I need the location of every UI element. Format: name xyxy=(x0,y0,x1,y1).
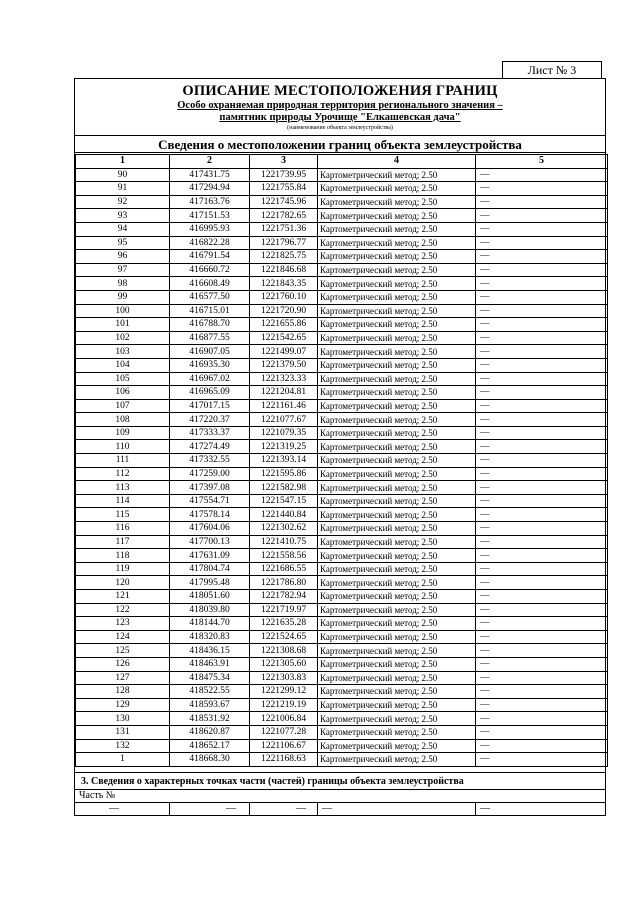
description-cell: — xyxy=(476,671,608,685)
point-number-cell: 96 xyxy=(76,250,170,264)
method-cell: Картометрический метод; 2.50 xyxy=(318,698,476,712)
method-cell: Картометрический метод; 2.50 xyxy=(318,644,476,658)
column-header: 3 xyxy=(250,155,318,169)
point-number-cell: 123 xyxy=(76,617,170,631)
table-row xyxy=(76,250,608,264)
method-cell: Картометрический метод; 2.50 xyxy=(318,671,476,685)
empty-cell: — xyxy=(109,803,119,814)
point-number-cell: 117 xyxy=(76,535,170,549)
point-number-cell: 131 xyxy=(76,725,170,739)
x-coordinate-cell: 417631.09 xyxy=(170,549,250,563)
description-cell: — xyxy=(476,603,608,617)
table-row xyxy=(76,331,608,345)
table-row xyxy=(76,290,608,304)
method-cell: Картометрический метод; 2.50 xyxy=(318,331,476,345)
point-number-cell: 94 xyxy=(76,222,170,236)
method-cell: Картометрический метод; 2.50 xyxy=(318,753,476,767)
y-coordinate-cell: 1221077.67 xyxy=(250,413,318,427)
description-cell: — xyxy=(476,277,608,291)
x-coordinate-cell: 417294.94 xyxy=(170,182,250,196)
method-cell: Картометрический метод; 2.50 xyxy=(318,630,476,644)
point-number-cell: 110 xyxy=(76,440,170,454)
method-cell: Картометрический метод; 2.50 xyxy=(318,250,476,264)
y-coordinate-cell: 1221760.10 xyxy=(250,290,318,304)
y-coordinate-cell: 1221410.75 xyxy=(250,535,318,549)
x-coordinate-cell: 417220.37 xyxy=(170,413,250,427)
y-coordinate-cell: 1221077.28 xyxy=(250,725,318,739)
x-coordinate-cell: 418652.17 xyxy=(170,739,250,753)
y-coordinate-cell: 1221719.97 xyxy=(250,603,318,617)
table-row xyxy=(76,590,608,604)
y-coordinate-cell: 1221006.84 xyxy=(250,712,318,726)
y-coordinate-cell: 1221755.84 xyxy=(250,182,318,196)
description-cell: — xyxy=(476,236,608,250)
method-cell: Картометрический метод; 2.50 xyxy=(318,725,476,739)
y-coordinate-cell: 1221843.35 xyxy=(250,277,318,291)
empty-cell: — xyxy=(317,803,475,815)
x-coordinate-cell: 418320.83 xyxy=(170,630,250,644)
point-number-cell: 114 xyxy=(76,494,170,508)
point-number-cell: 115 xyxy=(76,508,170,522)
x-coordinate-cell: 418668.30 xyxy=(170,753,250,767)
empty-cell: — xyxy=(475,803,607,815)
description-cell: — xyxy=(476,494,608,508)
y-coordinate-cell: 1221524.65 xyxy=(250,630,318,644)
point-number-cell: 91 xyxy=(76,182,170,196)
y-coordinate-cell: 1221846.68 xyxy=(250,263,318,277)
x-coordinate-cell: 416791.54 xyxy=(170,250,250,264)
table-row xyxy=(76,277,608,291)
object-subtitle-line1: Особо охраняемая природная территория регионального значения – xyxy=(177,100,503,111)
method-cell: Картометрический метод; 2.50 xyxy=(318,454,476,468)
document-title: ОПИСАНИЕ МЕСТОПОЛОЖЕНИЯ ГРАНИЦ xyxy=(182,83,498,99)
x-coordinate-cell: 416967.02 xyxy=(170,372,250,386)
table-row xyxy=(76,318,608,332)
column-header: 5 xyxy=(476,155,608,169)
x-coordinate-cell: 418039.80 xyxy=(170,603,250,617)
point-number-cell: 90 xyxy=(76,168,170,182)
document-frame xyxy=(74,78,606,816)
table-row xyxy=(76,657,608,671)
y-coordinate-cell: 1221796.77 xyxy=(250,236,318,250)
point-number-cell: 132 xyxy=(76,739,170,753)
description-cell: — xyxy=(476,195,608,209)
description-cell: — xyxy=(476,549,608,563)
x-coordinate-cell: 417397.08 xyxy=(170,481,250,495)
x-coordinate-cell: 417333.37 xyxy=(170,426,250,440)
table-row xyxy=(76,209,608,223)
method-cell: Картометрический метод; 2.50 xyxy=(318,712,476,726)
description-cell: — xyxy=(476,182,608,196)
point-number-cell: 92 xyxy=(76,195,170,209)
table-row xyxy=(76,236,608,250)
table-row xyxy=(76,358,608,372)
method-cell: Картометрический метод; 2.50 xyxy=(318,182,476,196)
object-caption: (наименование объекта землеустройства) xyxy=(287,125,393,131)
point-number-cell: 118 xyxy=(76,549,170,563)
y-coordinate-cell: 1221751.36 xyxy=(250,222,318,236)
x-coordinate-cell: 417578.14 xyxy=(170,508,250,522)
point-number-cell: 127 xyxy=(76,671,170,685)
description-cell: — xyxy=(476,698,608,712)
x-coordinate-cell: 417274.49 xyxy=(170,440,250,454)
y-coordinate-cell: 1221782.65 xyxy=(250,209,318,223)
y-coordinate-cell: 1221319.25 xyxy=(250,440,318,454)
description-cell: — xyxy=(476,657,608,671)
table-row xyxy=(76,454,608,468)
y-coordinate-cell: 1221161.46 xyxy=(250,399,318,413)
x-coordinate-cell: 418475.34 xyxy=(170,671,250,685)
x-coordinate-cell: 418531.92 xyxy=(170,712,250,726)
method-cell: Картометрический метод; 2.50 xyxy=(318,345,476,359)
y-coordinate-cell: 1221168.63 xyxy=(250,753,318,767)
part-empty-row xyxy=(75,803,605,815)
point-number-cell: 125 xyxy=(76,644,170,658)
y-coordinate-cell: 1221305.60 xyxy=(250,657,318,671)
point-number-cell: 113 xyxy=(76,481,170,495)
x-coordinate-cell: 418436.15 xyxy=(170,644,250,658)
x-coordinate-cell: 418144.70 xyxy=(170,617,250,631)
point-number-cell: 106 xyxy=(76,386,170,400)
description-cell: — xyxy=(476,426,608,440)
method-cell: Картометрический метод; 2.50 xyxy=(318,318,476,332)
table-row xyxy=(76,535,608,549)
method-cell: Картометрический метод; 2.50 xyxy=(318,168,476,182)
method-cell: Картометрический метод; 2.50 xyxy=(318,617,476,631)
description-cell: — xyxy=(476,739,608,753)
point-number-cell: 111 xyxy=(76,454,170,468)
object-subtitle-line2: памятник природы Урочище "Елкашевская дача" xyxy=(219,112,461,123)
y-coordinate-cell: 1221323.33 xyxy=(250,372,318,386)
description-cell: — xyxy=(476,413,608,427)
x-coordinate-cell: 416715.01 xyxy=(170,304,250,318)
y-coordinate-cell: 1221106.67 xyxy=(250,739,318,753)
table-row xyxy=(76,263,608,277)
point-number-cell: 104 xyxy=(76,358,170,372)
y-coordinate-cell: 1221302.62 xyxy=(250,522,318,536)
x-coordinate-cell: 416608.49 xyxy=(170,277,250,291)
point-number-cell: 128 xyxy=(76,685,170,699)
y-coordinate-cell: 1221686.55 xyxy=(250,562,318,576)
title-block xyxy=(75,79,605,135)
x-coordinate-cell: 416965.09 xyxy=(170,386,250,400)
method-cell: Картометрический метод; 2.50 xyxy=(318,590,476,604)
method-cell: Картометрический метод; 2.50 xyxy=(318,508,476,522)
method-cell: Картометрический метод; 2.50 xyxy=(318,562,476,576)
y-coordinate-cell: 1221440.84 xyxy=(250,508,318,522)
method-cell: Картометрический метод; 2.50 xyxy=(318,304,476,318)
method-cell: Картометрический метод; 2.50 xyxy=(318,236,476,250)
x-coordinate-cell: 417995.48 xyxy=(170,576,250,590)
y-coordinate-cell: 1221079.35 xyxy=(250,426,318,440)
method-cell: Картометрический метод; 2.50 xyxy=(318,386,476,400)
table-row xyxy=(76,549,608,563)
description-cell: — xyxy=(476,481,608,495)
method-cell: Картометрический метод; 2.50 xyxy=(318,209,476,223)
point-number-cell: 130 xyxy=(76,712,170,726)
points-table xyxy=(75,154,608,767)
method-cell: Картометрический метод; 2.50 xyxy=(318,277,476,291)
point-number-cell: 97 xyxy=(76,263,170,277)
description-cell: — xyxy=(476,467,608,481)
x-coordinate-cell: 416877.55 xyxy=(170,331,250,345)
method-cell: Картометрический метод; 2.50 xyxy=(318,685,476,699)
method-cell: Картометрический метод; 2.50 xyxy=(318,603,476,617)
table-row xyxy=(76,345,608,359)
description-cell: — xyxy=(476,263,608,277)
table-row xyxy=(76,698,608,712)
column-header: 1 xyxy=(76,155,170,169)
y-coordinate-cell: 1221720.90 xyxy=(250,304,318,318)
y-coordinate-cell: 1221308.68 xyxy=(250,644,318,658)
table-row xyxy=(76,481,608,495)
point-number-cell: 109 xyxy=(76,426,170,440)
description-cell: — xyxy=(476,331,608,345)
method-cell: Картометрический метод; 2.50 xyxy=(318,372,476,386)
x-coordinate-cell: 416577.50 xyxy=(170,290,250,304)
description-cell: — xyxy=(476,535,608,549)
x-coordinate-cell: 416995.93 xyxy=(170,222,250,236)
method-cell: Картометрический метод; 2.50 xyxy=(318,481,476,495)
table-row xyxy=(76,508,608,522)
method-cell: Картометрический метод; 2.50 xyxy=(318,195,476,209)
table-row xyxy=(76,617,608,631)
x-coordinate-cell: 416822.28 xyxy=(170,236,250,250)
y-coordinate-cell: 1221745.96 xyxy=(250,195,318,209)
method-cell: Картометрический метод; 2.50 xyxy=(318,549,476,563)
table-row xyxy=(76,671,608,685)
point-number-cell: 129 xyxy=(76,698,170,712)
y-coordinate-cell: 1221299.12 xyxy=(250,685,318,699)
table-row xyxy=(76,372,608,386)
point-number-cell: 120 xyxy=(76,576,170,590)
column-header: 4 xyxy=(318,155,476,169)
method-cell: Картометрический метод; 2.50 xyxy=(318,263,476,277)
table-row xyxy=(76,440,608,454)
table-header-row xyxy=(76,155,608,169)
section1-title: Сведения о местоположении границ объекта землеустройства xyxy=(75,135,605,153)
y-coordinate-cell: 1221635.28 xyxy=(250,617,318,631)
method-cell: Картометрический метод; 2.50 xyxy=(318,739,476,753)
y-coordinate-cell: 1221786.80 xyxy=(250,576,318,590)
x-coordinate-cell: 417604.06 xyxy=(170,522,250,536)
table-row xyxy=(76,413,608,427)
point-number-cell: 98 xyxy=(76,277,170,291)
point-number-cell: 107 xyxy=(76,399,170,413)
description-cell: — xyxy=(476,168,608,182)
table-row xyxy=(76,222,608,236)
method-cell: Картометрический метод; 2.50 xyxy=(318,413,476,427)
point-number-cell: 99 xyxy=(76,290,170,304)
y-coordinate-cell: 1221542.65 xyxy=(250,331,318,345)
description-cell: — xyxy=(476,753,608,767)
method-cell: Картометрический метод; 2.50 xyxy=(318,440,476,454)
part-number-row: Часть № xyxy=(75,790,605,803)
table-row xyxy=(76,168,608,182)
table-row xyxy=(76,739,608,753)
table-row xyxy=(76,630,608,644)
x-coordinate-cell: 416788.70 xyxy=(170,318,250,332)
description-cell: — xyxy=(476,685,608,699)
method-cell: Картометрический метод; 2.50 xyxy=(318,290,476,304)
x-coordinate-cell: 417163.76 xyxy=(170,195,250,209)
x-coordinate-cell: 417151.53 xyxy=(170,209,250,223)
y-coordinate-cell: 1221739.95 xyxy=(250,168,318,182)
description-cell: — xyxy=(476,576,608,590)
empty-cell: — xyxy=(169,803,249,815)
description-cell: — xyxy=(476,304,608,318)
table-row xyxy=(76,467,608,481)
y-coordinate-cell: 1221499.07 xyxy=(250,345,318,359)
table-row xyxy=(76,753,608,767)
table-row xyxy=(76,426,608,440)
point-number-cell: 116 xyxy=(76,522,170,536)
point-number-cell: 112 xyxy=(76,467,170,481)
table-row xyxy=(76,522,608,536)
description-cell: — xyxy=(476,222,608,236)
point-number-cell: 121 xyxy=(76,590,170,604)
y-coordinate-cell: 1221595.86 xyxy=(250,467,318,481)
table-row xyxy=(76,712,608,726)
point-number-cell: 126 xyxy=(76,657,170,671)
x-coordinate-cell: 418593.67 xyxy=(170,698,250,712)
point-number-cell: 101 xyxy=(76,318,170,332)
description-cell: — xyxy=(476,644,608,658)
method-cell: Картометрический метод; 2.50 xyxy=(318,535,476,549)
x-coordinate-cell: 416907.05 xyxy=(170,345,250,359)
table-row xyxy=(76,576,608,590)
point-number-cell: 1 xyxy=(76,753,170,767)
empty-cell: — xyxy=(249,803,317,815)
table-row xyxy=(76,304,608,318)
y-coordinate-cell: 1221782.94 xyxy=(250,590,318,604)
column-header: 2 xyxy=(170,155,250,169)
description-cell: — xyxy=(476,630,608,644)
description-cell: — xyxy=(476,372,608,386)
point-number-cell: 103 xyxy=(76,345,170,359)
description-cell: — xyxy=(476,590,608,604)
sheet-number: Лист № 3 xyxy=(502,61,602,79)
x-coordinate-cell: 417804.74 xyxy=(170,562,250,576)
table-row xyxy=(76,386,608,400)
method-cell: Картометрический метод; 2.50 xyxy=(318,426,476,440)
method-cell: Картометрический метод; 2.50 xyxy=(318,399,476,413)
table-row xyxy=(76,494,608,508)
points-table-body xyxy=(76,168,608,766)
x-coordinate-cell: 416935.30 xyxy=(170,358,250,372)
table-row xyxy=(76,399,608,413)
x-coordinate-cell: 417554.71 xyxy=(170,494,250,508)
y-coordinate-cell: 1221379.50 xyxy=(250,358,318,372)
point-number-cell: 95 xyxy=(76,236,170,250)
x-coordinate-cell: 417017.15 xyxy=(170,399,250,413)
table-row xyxy=(76,562,608,576)
point-number-cell: 119 xyxy=(76,562,170,576)
method-cell: Картометрический метод; 2.50 xyxy=(318,494,476,508)
description-cell: — xyxy=(476,508,608,522)
x-coordinate-cell: 418051.60 xyxy=(170,590,250,604)
y-coordinate-cell: 1221219.19 xyxy=(250,698,318,712)
table-row xyxy=(76,644,608,658)
x-coordinate-cell: 416660.72 xyxy=(170,263,250,277)
x-coordinate-cell: 418620.87 xyxy=(170,725,250,739)
description-cell: — xyxy=(476,209,608,223)
description-cell: — xyxy=(476,290,608,304)
method-cell: Картометрический метод; 2.50 xyxy=(318,358,476,372)
x-coordinate-cell: 417431.75 xyxy=(170,168,250,182)
y-coordinate-cell: 1221582.98 xyxy=(250,481,318,495)
method-cell: Картометрический метод; 2.50 xyxy=(318,522,476,536)
method-cell: Картометрический метод; 2.50 xyxy=(318,576,476,590)
x-coordinate-cell: 417259.00 xyxy=(170,467,250,481)
description-cell: — xyxy=(476,399,608,413)
point-number-cell: 100 xyxy=(76,304,170,318)
table-row xyxy=(76,603,608,617)
point-number-cell: 122 xyxy=(76,603,170,617)
table-row xyxy=(76,685,608,699)
y-coordinate-cell: 1221547.15 xyxy=(250,494,318,508)
y-coordinate-cell: 1221558.56 xyxy=(250,549,318,563)
y-coordinate-cell: 1221825.75 xyxy=(250,250,318,264)
x-coordinate-cell: 417700.13 xyxy=(170,535,250,549)
description-cell: — xyxy=(476,250,608,264)
y-coordinate-cell: 1221204.81 xyxy=(250,386,318,400)
y-coordinate-cell: 1221303.83 xyxy=(250,671,318,685)
y-coordinate-cell: 1221393.14 xyxy=(250,454,318,468)
description-cell: — xyxy=(476,454,608,468)
point-number-cell: 105 xyxy=(76,372,170,386)
description-cell: — xyxy=(476,345,608,359)
description-cell: — xyxy=(476,617,608,631)
table-row xyxy=(76,725,608,739)
table-row xyxy=(76,195,608,209)
section3-title: 3. Сведения о характерных точках части (частей) границы объекта землеустройства xyxy=(75,772,605,790)
method-cell: Картометрический метод; 2.50 xyxy=(318,467,476,481)
point-number-cell: 102 xyxy=(76,331,170,345)
point-number-cell: 93 xyxy=(76,209,170,223)
description-cell: — xyxy=(476,318,608,332)
description-cell: — xyxy=(476,522,608,536)
description-cell: — xyxy=(476,440,608,454)
x-coordinate-cell: 418522.55 xyxy=(170,685,250,699)
description-cell: — xyxy=(476,725,608,739)
x-coordinate-cell: 418463.91 xyxy=(170,657,250,671)
description-cell: — xyxy=(476,358,608,372)
method-cell: Картометрический метод; 2.50 xyxy=(318,657,476,671)
description-cell: — xyxy=(476,562,608,576)
x-coordinate-cell: 417332.55 xyxy=(170,454,250,468)
description-cell: — xyxy=(476,712,608,726)
method-cell: Картометрический метод; 2.50 xyxy=(318,222,476,236)
point-number-cell: 124 xyxy=(76,630,170,644)
point-number-cell: 108 xyxy=(76,413,170,427)
y-coordinate-cell: 1221655.86 xyxy=(250,318,318,332)
table-row xyxy=(76,182,608,196)
description-cell: — xyxy=(476,386,608,400)
